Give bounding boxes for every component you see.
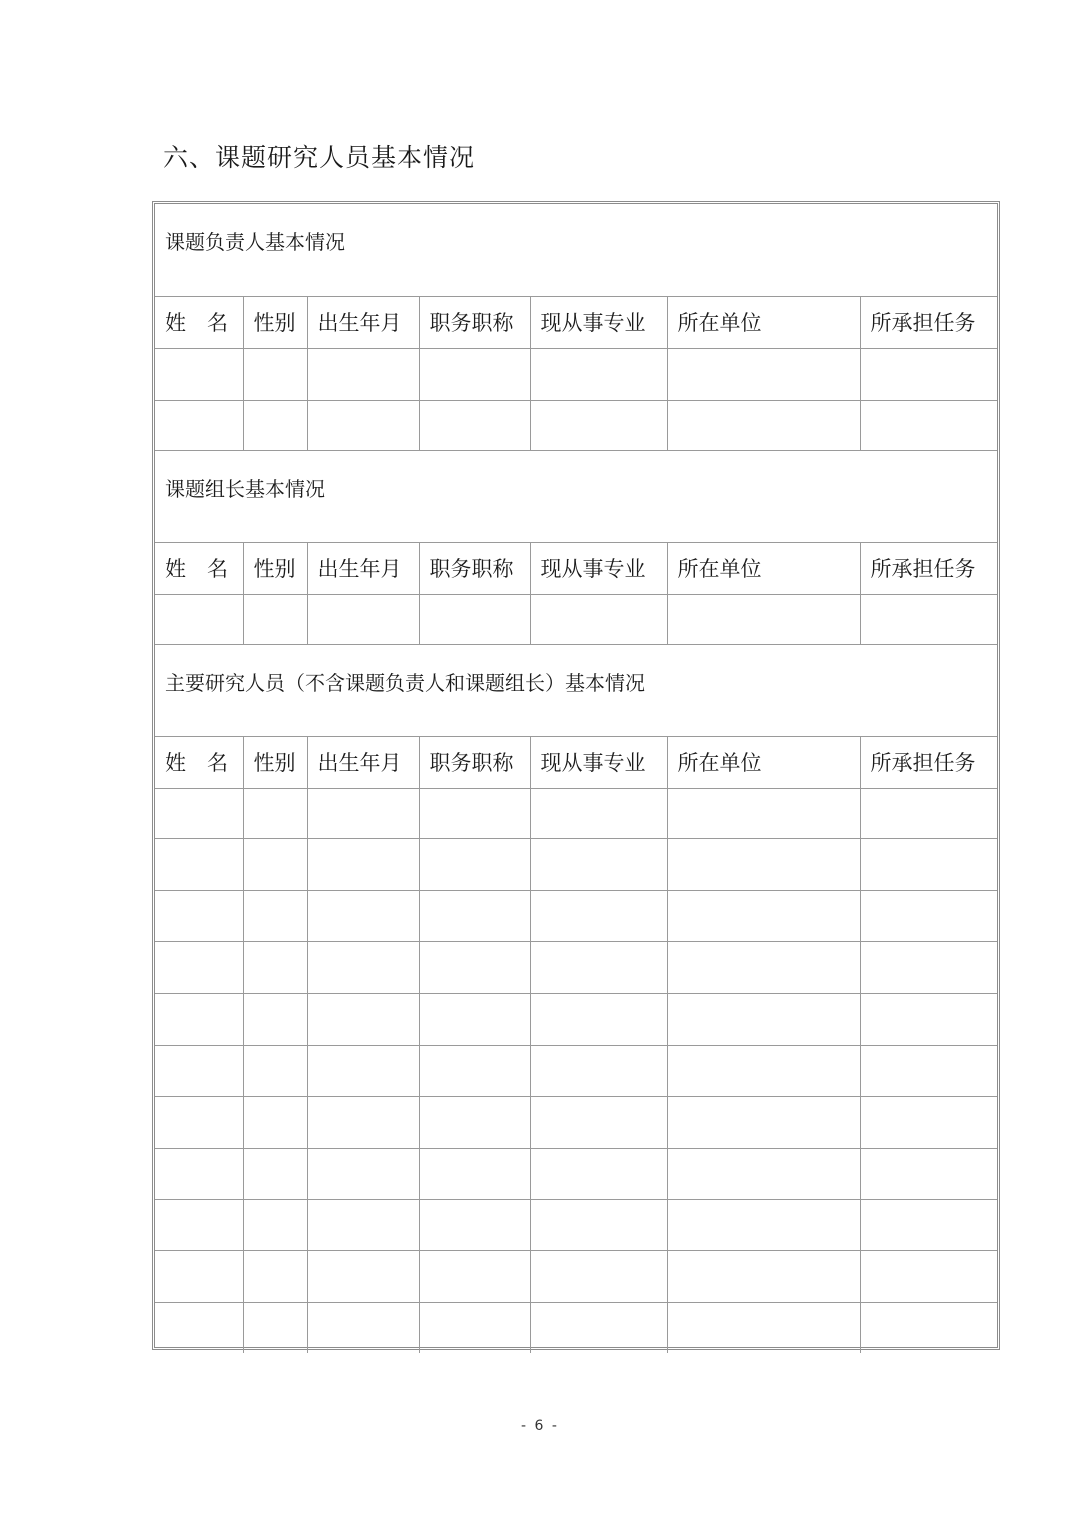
table-row	[155, 1199, 997, 1250]
table-cell[interactable]	[667, 1199, 860, 1250]
table-cell[interactable]	[307, 1199, 419, 1250]
page-number: - 6 -	[521, 1418, 559, 1434]
table-cell[interactable]	[155, 838, 243, 890]
table-cell[interactable]	[155, 1045, 243, 1096]
table-cell[interactable]	[243, 1148, 307, 1199]
table-cell[interactable]	[243, 838, 307, 890]
table-cell[interactable]	[419, 1250, 530, 1302]
table-row	[155, 1045, 997, 1096]
table-cell[interactable]	[860, 890, 997, 941]
table-cell[interactable]	[530, 594, 667, 644]
table-cell[interactable]	[667, 1148, 860, 1199]
table-cell[interactable]	[243, 400, 307, 450]
table-cell[interactable]	[307, 1148, 419, 1199]
table-cell[interactable]	[530, 1250, 667, 1302]
table-cell[interactable]	[307, 348, 419, 400]
table-cell[interactable]	[667, 788, 860, 838]
table-cell[interactable]	[419, 1045, 530, 1096]
table-cell[interactable]	[419, 1199, 530, 1250]
table-cell[interactable]	[530, 1096, 667, 1148]
table-row	[155, 941, 997, 993]
page-title: 六、课题研究人员基本情况	[163, 143, 476, 172]
column-header: 出生年月	[307, 542, 419, 594]
table-cell[interactable]	[530, 1045, 667, 1096]
table-cell[interactable]	[155, 1302, 243, 1353]
column-header: 姓 名	[155, 736, 243, 788]
table-cell[interactable]	[243, 594, 307, 644]
table-cell[interactable]	[419, 890, 530, 941]
table-cell[interactable]	[667, 993, 860, 1045]
column-header: 所承担任务	[860, 296, 997, 348]
table-cell[interactable]	[307, 1045, 419, 1096]
header-row	[155, 296, 997, 348]
table-cell[interactable]	[860, 993, 997, 1045]
table-cell[interactable]	[860, 788, 997, 838]
table-cell[interactable]	[307, 1096, 419, 1148]
column-header: 现从事专业	[530, 736, 667, 788]
column-header: 姓 名	[155, 542, 243, 594]
column-header: 所在单位	[667, 542, 860, 594]
column-header: 所在单位	[667, 736, 860, 788]
section-title: 课题组长基本情况	[165, 476, 325, 501]
table-cell[interactable]	[419, 594, 530, 644]
table-cell[interactable]	[243, 1250, 307, 1302]
table-cell[interactable]	[155, 400, 243, 450]
table-cell[interactable]	[860, 1148, 997, 1199]
table-cell[interactable]	[530, 1199, 667, 1250]
table-cell[interactable]	[860, 1045, 997, 1096]
table-cell[interactable]	[243, 1199, 307, 1250]
table-cell[interactable]	[530, 348, 667, 400]
table-cell[interactable]	[155, 1250, 243, 1302]
table-cell[interactable]	[243, 788, 307, 838]
personnel-form	[152, 201, 1000, 1350]
table-cell[interactable]	[307, 890, 419, 941]
table-cell[interactable]	[419, 1302, 530, 1353]
table-cell[interactable]	[667, 1302, 860, 1353]
section-title-cell	[155, 204, 997, 296]
table-cell[interactable]	[530, 1148, 667, 1199]
column-header: 出生年月	[307, 736, 419, 788]
column-header: 出生年月	[307, 296, 419, 348]
column-header: 现从事专业	[530, 296, 667, 348]
table-row	[155, 1250, 997, 1302]
column-header: 姓 名	[155, 296, 243, 348]
table-cell[interactable]	[307, 1302, 419, 1353]
table-cell[interactable]	[860, 1250, 997, 1302]
column-header: 所承担任务	[860, 542, 997, 594]
column-header: 所在单位	[667, 296, 860, 348]
table-cell[interactable]	[860, 400, 997, 450]
table-cell[interactable]	[155, 890, 243, 941]
table-row	[155, 788, 997, 838]
table-row	[155, 1148, 997, 1199]
table-cell[interactable]	[419, 400, 530, 450]
table-cell[interactable]	[307, 993, 419, 1045]
table-cell[interactable]	[860, 594, 997, 644]
table-cell[interactable]	[530, 400, 667, 450]
table-cell[interactable]	[667, 348, 860, 400]
table-cell[interactable]	[860, 838, 997, 890]
column-header: 性别	[243, 542, 307, 594]
table-cell[interactable]	[860, 1096, 997, 1148]
table-cell[interactable]	[667, 594, 860, 644]
column-header: 职务职称	[419, 736, 530, 788]
table-cell[interactable]	[307, 1250, 419, 1302]
table-cell[interactable]	[419, 788, 530, 838]
table-cell[interactable]	[155, 348, 243, 400]
section-title: 课题负责人基本情况	[165, 230, 345, 254]
table-cell[interactable]	[243, 1302, 307, 1353]
table-cell[interactable]	[307, 400, 419, 450]
table-row	[155, 890, 997, 941]
column-header: 职务职称	[419, 296, 530, 348]
column-header: 现从事专业	[530, 542, 667, 594]
column-header: 性别	[243, 296, 307, 348]
table-cell[interactable]	[419, 348, 530, 400]
table-cell[interactable]	[155, 1199, 243, 1250]
table-cell[interactable]	[307, 594, 419, 644]
table-cell[interactable]	[155, 941, 243, 993]
table-cell[interactable]	[667, 941, 860, 993]
section-row	[155, 204, 997, 296]
section-title-cell	[155, 644, 997, 736]
table-row	[155, 838, 997, 890]
table-cell[interactable]	[243, 941, 307, 993]
table-cell[interactable]	[530, 838, 667, 890]
table-cell[interactable]	[667, 400, 860, 450]
table-cell[interactable]	[419, 838, 530, 890]
table-cell[interactable]	[243, 1045, 307, 1096]
table-cell[interactable]	[667, 890, 860, 941]
table-cell[interactable]	[419, 1096, 530, 1148]
table-cell[interactable]	[667, 1096, 860, 1148]
table-cell[interactable]	[860, 348, 997, 400]
table-cell[interactable]	[530, 1302, 667, 1353]
table-row	[155, 1096, 997, 1148]
table-row	[155, 400, 997, 450]
table-row	[155, 348, 997, 400]
table-cell[interactable]	[243, 993, 307, 1045]
table-cell[interactable]	[155, 1096, 243, 1148]
table-cell[interactable]	[530, 993, 667, 1045]
table-cell[interactable]	[667, 1045, 860, 1096]
table-cell[interactable]	[155, 1148, 243, 1199]
table-cell[interactable]	[860, 1302, 997, 1353]
table-cell[interactable]	[860, 1199, 997, 1250]
table-cell[interactable]	[419, 1148, 530, 1199]
table-cell[interactable]	[530, 788, 667, 838]
table-cell[interactable]	[307, 838, 419, 890]
column-header: 职务职称	[419, 542, 530, 594]
personnel-table	[155, 204, 997, 1353]
section-row	[155, 644, 997, 736]
table-cell[interactable]	[155, 788, 243, 838]
section-row	[155, 450, 997, 542]
header-row	[155, 736, 997, 788]
table-cell[interactable]	[530, 941, 667, 993]
table-cell[interactable]	[419, 993, 530, 1045]
table-cell[interactable]	[243, 1096, 307, 1148]
table-cell[interactable]	[419, 941, 530, 993]
section-title: 主要研究人员（不含课题负责人和课题组长）基本情况	[165, 670, 645, 695]
table-cell[interactable]	[307, 788, 419, 838]
table-cell[interactable]	[667, 1250, 860, 1302]
column-header: 性别	[243, 736, 307, 788]
header-row	[155, 542, 997, 594]
table-row	[155, 594, 997, 644]
table-cell[interactable]	[307, 941, 419, 993]
table-cell[interactable]	[860, 941, 997, 993]
table-row	[155, 1302, 997, 1353]
table-cell[interactable]	[243, 890, 307, 941]
table-cell[interactable]	[530, 890, 667, 941]
table-row	[155, 993, 997, 1045]
table-cell[interactable]	[243, 348, 307, 400]
table-cell[interactable]	[155, 993, 243, 1045]
column-header: 所承担任务	[860, 736, 997, 788]
section-title-cell	[155, 450, 997, 542]
table-cell[interactable]	[667, 838, 860, 890]
table-cell[interactable]	[155, 594, 243, 644]
